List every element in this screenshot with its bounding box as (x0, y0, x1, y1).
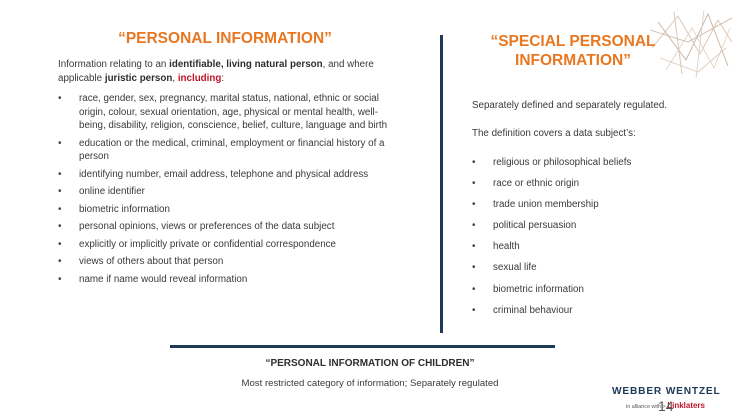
list-item: • religious or philosophical beliefs (472, 156, 692, 170)
list-item: • political persuasion (472, 219, 692, 233)
list-item: • health (472, 240, 692, 254)
list-item: • education or the medical, criminal, employment or financial history of a person (58, 137, 400, 164)
list-item: • sexual life (472, 261, 692, 275)
personal-information-definition (58, 58, 398, 85)
list-item: • explicitly or implicitly private or confidential correspondence (58, 238, 400, 252)
list-item: • name if name would reveal information (58, 273, 400, 287)
special-information-definition-lead: The definition covers a data subject’s: (472, 127, 636, 139)
list-item: • personal opinions, views or preferences of the data subject (58, 220, 400, 234)
list-item: • biometric information (472, 283, 692, 297)
page-number: 14 (658, 398, 674, 414)
list-item: • race or ethnic origin (472, 177, 692, 191)
intro-text: , and where applicable (58, 59, 374, 84)
children-information-description: Most restricted category of information; Separately regulated (241, 378, 499, 389)
intro-bold-natural-person: identifiable, living natural person (169, 59, 323, 70)
personal-information-list (58, 92, 400, 290)
special-information-regulated-note: Separately defined and separately regulated. (472, 100, 667, 111)
linklaters-wordmark: Linklaters (667, 401, 705, 410)
list-item: • online identifier (58, 185, 400, 199)
horizontal-divider (170, 345, 555, 348)
list-item: • trade union membership (472, 198, 692, 212)
intro-highlight-including: including (177, 72, 222, 84)
special-information-list (472, 156, 692, 325)
special-information-intro (472, 99, 672, 154)
personal-information-title: “PERSONAL INFORMATION” (118, 30, 332, 47)
intro-bold-juristic-person: juristic person (104, 72, 173, 84)
intro-text: , (172, 72, 178, 84)
vertical-divider (440, 35, 443, 333)
webber-wentzel-logo: WEBBER WENTZEL (612, 386, 721, 397)
list-item: • biometric information (58, 203, 400, 217)
list-item: • criminal behaviour (472, 304, 692, 318)
intro-text: : (221, 72, 225, 84)
list-item: • views of others about that person (58, 255, 400, 269)
alliance-text: in alliance with > (626, 404, 668, 410)
children-information-title: “PERSONAL INFORMATION OF CHILDREN” (265, 358, 475, 369)
intro-text: Information relating to an (58, 59, 170, 70)
list-item: • identifying number, email address, telephone and physical address (58, 168, 400, 182)
list-item: • race, gender, sex, pregnancy, marital status, national, ethnic or social origin, colour, sexual orientation, age, physical or mental health, well-being, disability, religion, conscience, belief, culture, language and birth (58, 92, 400, 133)
special-personal-information-title: “SPECIAL PERSONAL INFORMATION” (490, 33, 656, 69)
